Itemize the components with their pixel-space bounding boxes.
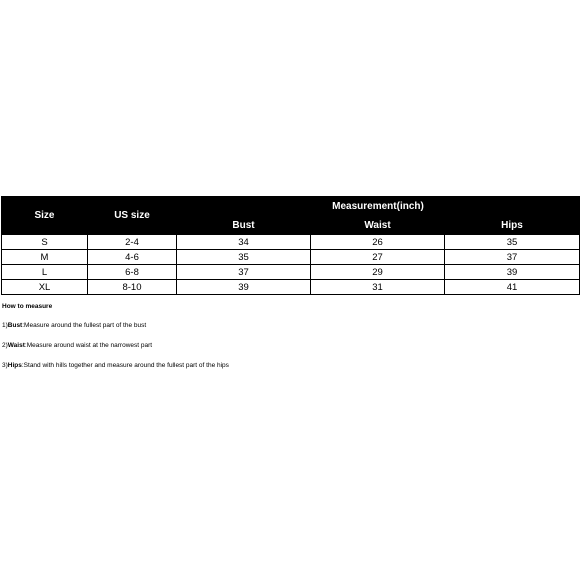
cell-us-size: 8-10	[88, 280, 177, 295]
header-us-size: US size	[88, 197, 177, 235]
instructions-heading: How to measure	[2, 303, 53, 310]
instruction-term: Hips	[7, 362, 22, 369]
cell-waist: 31	[311, 280, 445, 295]
instruction-hips	[2, 361, 562, 370]
table-header	[2, 197, 580, 235]
cell-us-size: 4-6	[88, 250, 177, 265]
cell-size: S	[2, 235, 88, 250]
instruction-number: 1)	[2, 322, 8, 329]
table-row	[2, 235, 580, 250]
cell-size: XL	[2, 280, 88, 295]
cell-size: L	[2, 265, 88, 280]
instruction-text: :Measure around waist at the narrowest part	[24, 342, 153, 349]
cell-hips: 39	[445, 265, 580, 280]
cell-waist: 26	[311, 235, 445, 250]
table-row	[2, 280, 580, 295]
cell-waist: 29	[311, 265, 445, 280]
cell-bust: 37	[177, 265, 311, 280]
header-bust: Bust	[177, 217, 311, 235]
size-chart-table	[1, 196, 580, 295]
table-row	[2, 250, 580, 265]
header-waist: Waist	[311, 217, 445, 235]
cell-us-size: 6-8	[88, 265, 177, 280]
header-size: Size	[2, 197, 88, 235]
cell-us-size: 2-4	[88, 235, 177, 250]
cell-hips: 41	[445, 280, 580, 295]
measuring-instructions	[2, 302, 562, 381]
header-hips: Hips	[445, 217, 580, 235]
cell-hips: 37	[445, 250, 580, 265]
cell-hips: 35	[445, 235, 580, 250]
instruction-waist	[2, 341, 562, 350]
instruction-text: :Stand with hills together and measure around the fullest part of the hips	[21, 362, 229, 369]
cell-bust: 34	[177, 235, 311, 250]
instruction-term: Waist	[7, 342, 25, 349]
instruction-text: :Measure around the fullest part of the bust	[22, 322, 147, 329]
cell-waist: 27	[311, 250, 445, 265]
cell-bust: 35	[177, 250, 311, 265]
header-measurement: Measurement(inch)	[177, 197, 580, 217]
instruction-number: 3)	[2, 362, 8, 369]
cell-bust: 39	[177, 280, 311, 295]
instruction-number: 2)	[2, 342, 8, 349]
instruction-term: Bust	[7, 322, 23, 329]
cell-size: M	[2, 250, 88, 265]
instruction-bust	[2, 321, 562, 330]
table-body	[2, 235, 580, 295]
table-row	[2, 265, 580, 280]
